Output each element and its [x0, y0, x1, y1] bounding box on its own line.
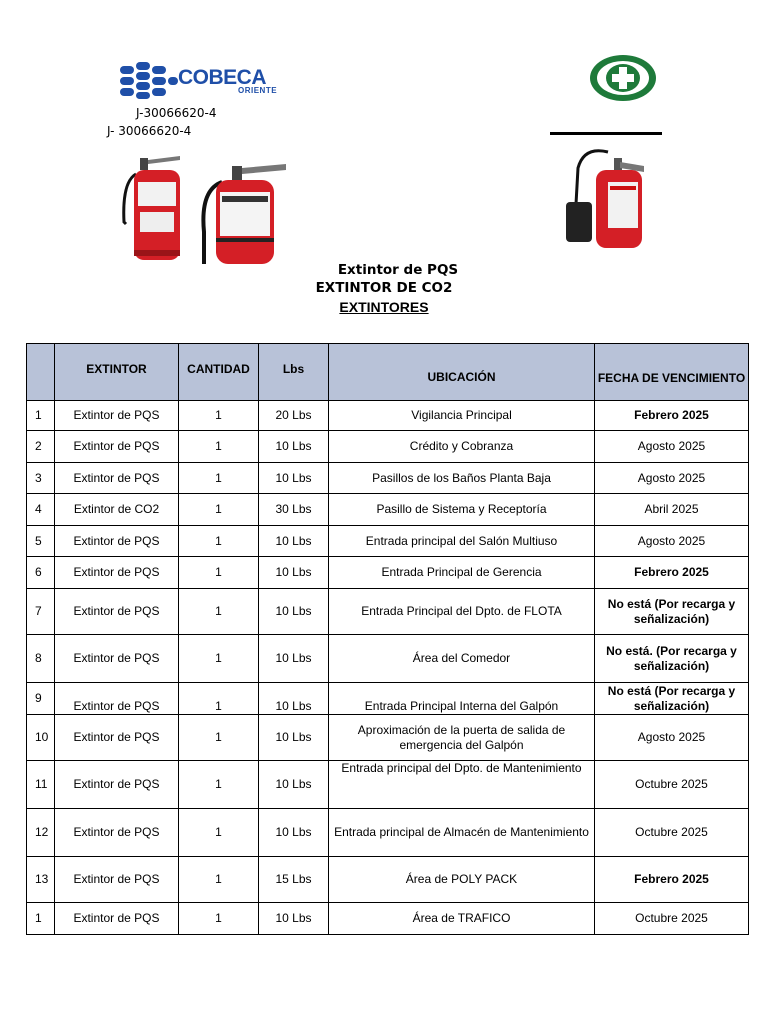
- extintor-cell: Extintor de PQS: [55, 857, 179, 903]
- extintor-cell: Extintor de PQS: [55, 635, 179, 683]
- row-number-cell: 13: [27, 857, 55, 903]
- rif-line-2: J- 30066620-4: [107, 124, 192, 138]
- fecha-cell: Octubre 2025: [595, 903, 749, 935]
- lbs-cell: 10 Lbs: [259, 683, 329, 715]
- ubicacion-cell: Pasillo de Sistema y Receptoría: [329, 494, 595, 526]
- extintor-cell: Extintor de PQS: [55, 809, 179, 857]
- ubicacion-cell: Entrada principal del Dpto. de Mantenimiento: [329, 761, 595, 809]
- extintor-cell: Extintor de PQS: [55, 463, 179, 494]
- cantidad-cell: 1: [179, 857, 259, 903]
- ubicacion-cell: Crédito y Cobranza: [329, 431, 595, 463]
- cantidad-cell: 1: [179, 401, 259, 431]
- ubicacion-cell: Área del Comedor: [329, 635, 595, 683]
- extintor-cell: Extintor de PQS: [55, 589, 179, 635]
- column-header-ubicacion: UBICACIÓN: [329, 344, 595, 401]
- cantidad-cell: 1: [179, 557, 259, 589]
- fire-extinguisher-icon: [190, 160, 290, 264]
- table-row: [27, 715, 749, 761]
- lbs-cell: 10 Lbs: [259, 526, 329, 557]
- lbs-cell: 10 Lbs: [259, 809, 329, 857]
- row-number-cell: 7: [27, 589, 55, 635]
- table-row: [27, 761, 749, 809]
- lbs-cell: 10 Lbs: [259, 431, 329, 463]
- lbs-cell: 10 Lbs: [259, 715, 329, 761]
- ubicacion-cell: Vigilancia Principal: [329, 401, 595, 431]
- cantidad-cell: 1: [179, 635, 259, 683]
- ubicacion-cell: Entrada Principal Interna del Galpón: [329, 683, 595, 715]
- table-body: [27, 401, 749, 935]
- row-number-cell: 10: [27, 715, 55, 761]
- column-header-extintor: EXTINTOR: [55, 344, 179, 401]
- extintor-cell: Extintor de CO2: [55, 494, 179, 526]
- table-row: [27, 557, 749, 589]
- table-row: [27, 857, 749, 903]
- ubicacion-cell: Pasillos de los Baños Planta Baja: [329, 463, 595, 494]
- ubicacion-cell: Área de TRAFICO: [329, 903, 595, 935]
- extintor-cell: Extintor de PQS: [55, 557, 179, 589]
- table-row: [27, 809, 749, 857]
- extintor-cell: Extintor de PQS: [55, 683, 179, 715]
- cantidad-cell: 1: [179, 715, 259, 761]
- cantidad-cell: 1: [179, 903, 259, 935]
- fecha-cell: Agosto 2025: [595, 526, 749, 557]
- table-row: [27, 494, 749, 526]
- fecha-cell: No está (Por recarga y señalización): [595, 683, 749, 715]
- lbs-cell: 10 Lbs: [259, 589, 329, 635]
- row-number-cell: 11: [27, 761, 55, 809]
- fecha-cell: Febrero 2025: [595, 557, 749, 589]
- fecha-cell: Octubre 2025: [595, 809, 749, 857]
- safety-cross-logo-icon: [588, 54, 658, 102]
- table-row: [27, 635, 749, 683]
- fecha-cell: Octubre 2025: [595, 761, 749, 809]
- table-row: [27, 463, 749, 494]
- company-subname: ORIENTE: [238, 86, 278, 95]
- cantidad-cell: 1: [179, 431, 259, 463]
- extintor-cell: Extintor de PQS: [55, 761, 179, 809]
- fecha-cell: Abril 2025: [595, 494, 749, 526]
- lbs-cell: 20 Lbs: [259, 401, 329, 431]
- cantidad-cell: 1: [179, 589, 259, 635]
- cantidad-cell: 1: [179, 463, 259, 494]
- cobeca-logo-icon: [118, 60, 178, 100]
- cantidad-cell: 1: [179, 526, 259, 557]
- signature-line: [550, 132, 662, 135]
- lbs-cell: 10 Lbs: [259, 903, 329, 935]
- fecha-cell: No está. (Por recarga y señalización): [595, 635, 749, 683]
- rif-line-1: J-30066620-4: [136, 106, 217, 120]
- fecha-cell: Febrero 2025: [595, 401, 749, 431]
- column-header-cantidad: CANTIDAD: [179, 344, 259, 401]
- lbs-cell: 10 Lbs: [259, 557, 329, 589]
- lbs-cell: 30 Lbs: [259, 494, 329, 526]
- extintor-cell: Extintor de PQS: [55, 526, 179, 557]
- lbs-cell: 10 Lbs: [259, 761, 329, 809]
- table-row: [27, 589, 749, 635]
- ubicacion-cell: Entrada principal de Almacén de Mantenimiento: [329, 809, 595, 857]
- row-number-cell: 1: [27, 903, 55, 935]
- title-co2: EXTINTOR DE CO2: [315, 280, 453, 296]
- cantidad-cell: 1: [179, 494, 259, 526]
- company-name: COBECA: [178, 66, 267, 89]
- table-row: [27, 401, 749, 431]
- extintor-cell: Extintor de PQS: [55, 401, 179, 431]
- row-number-cell: 8: [27, 635, 55, 683]
- table-header-row: [27, 344, 749, 401]
- cantidad-cell: 1: [179, 761, 259, 809]
- ubicacion-cell: Entrada Principal de Gerencia: [329, 557, 595, 589]
- row-number-cell: 4: [27, 494, 55, 526]
- company-logo: [118, 60, 290, 100]
- extintor-cell: Extintor de PQS: [55, 715, 179, 761]
- extintor-cell: Extintor de PQS: [55, 903, 179, 935]
- fecha-cell: No está (Por recarga y señalización): [595, 589, 749, 635]
- fecha-cell: Febrero 2025: [595, 857, 749, 903]
- ubicacion-cell: Entrada principal del Salón Multiuso: [329, 526, 595, 557]
- title-extintores: EXTINTORES: [339, 299, 429, 315]
- lbs-cell: 10 Lbs: [259, 635, 329, 683]
- ubicacion-cell: Aproximación de la puerta de salida de emergencia del Galpón: [329, 715, 595, 761]
- row-number-cell: 9: [27, 683, 55, 715]
- co2-extinguisher-icon: [564, 144, 648, 250]
- column-header-number: [27, 344, 55, 401]
- column-header-lbs: Lbs: [259, 344, 329, 401]
- row-number-cell: 5: [27, 526, 55, 557]
- ubicacion-cell: Área de POLY PACK: [329, 857, 595, 903]
- table-row: [27, 683, 749, 715]
- extinguisher-table: [26, 343, 749, 935]
- row-number-cell: 1: [27, 401, 55, 431]
- row-number-cell: 6: [27, 557, 55, 589]
- lbs-cell: 15 Lbs: [259, 857, 329, 903]
- fecha-cell: Agosto 2025: [595, 463, 749, 494]
- fecha-cell: Agosto 2025: [595, 431, 749, 463]
- cantidad-cell: 1: [179, 809, 259, 857]
- title-pqs: Extintor de PQS: [337, 262, 459, 278]
- column-header-fecha: FECHA DE VENCIMIENTO: [595, 344, 749, 401]
- row-number-cell: 2: [27, 431, 55, 463]
- ubicacion-cell: Entrada Principal del Dpto. de FLOTA: [329, 589, 595, 635]
- fire-extinguisher-icon: [118, 152, 188, 264]
- extintor-cell: Extintor de PQS: [55, 431, 179, 463]
- row-number-cell: 12: [27, 809, 55, 857]
- table-row: [27, 903, 749, 935]
- cantidad-cell: 1: [179, 683, 259, 715]
- table-row: [27, 431, 749, 463]
- table-row: [27, 526, 749, 557]
- fecha-cell: Agosto 2025: [595, 715, 749, 761]
- row-number-cell: 3: [27, 463, 55, 494]
- lbs-cell: 10 Lbs: [259, 463, 329, 494]
